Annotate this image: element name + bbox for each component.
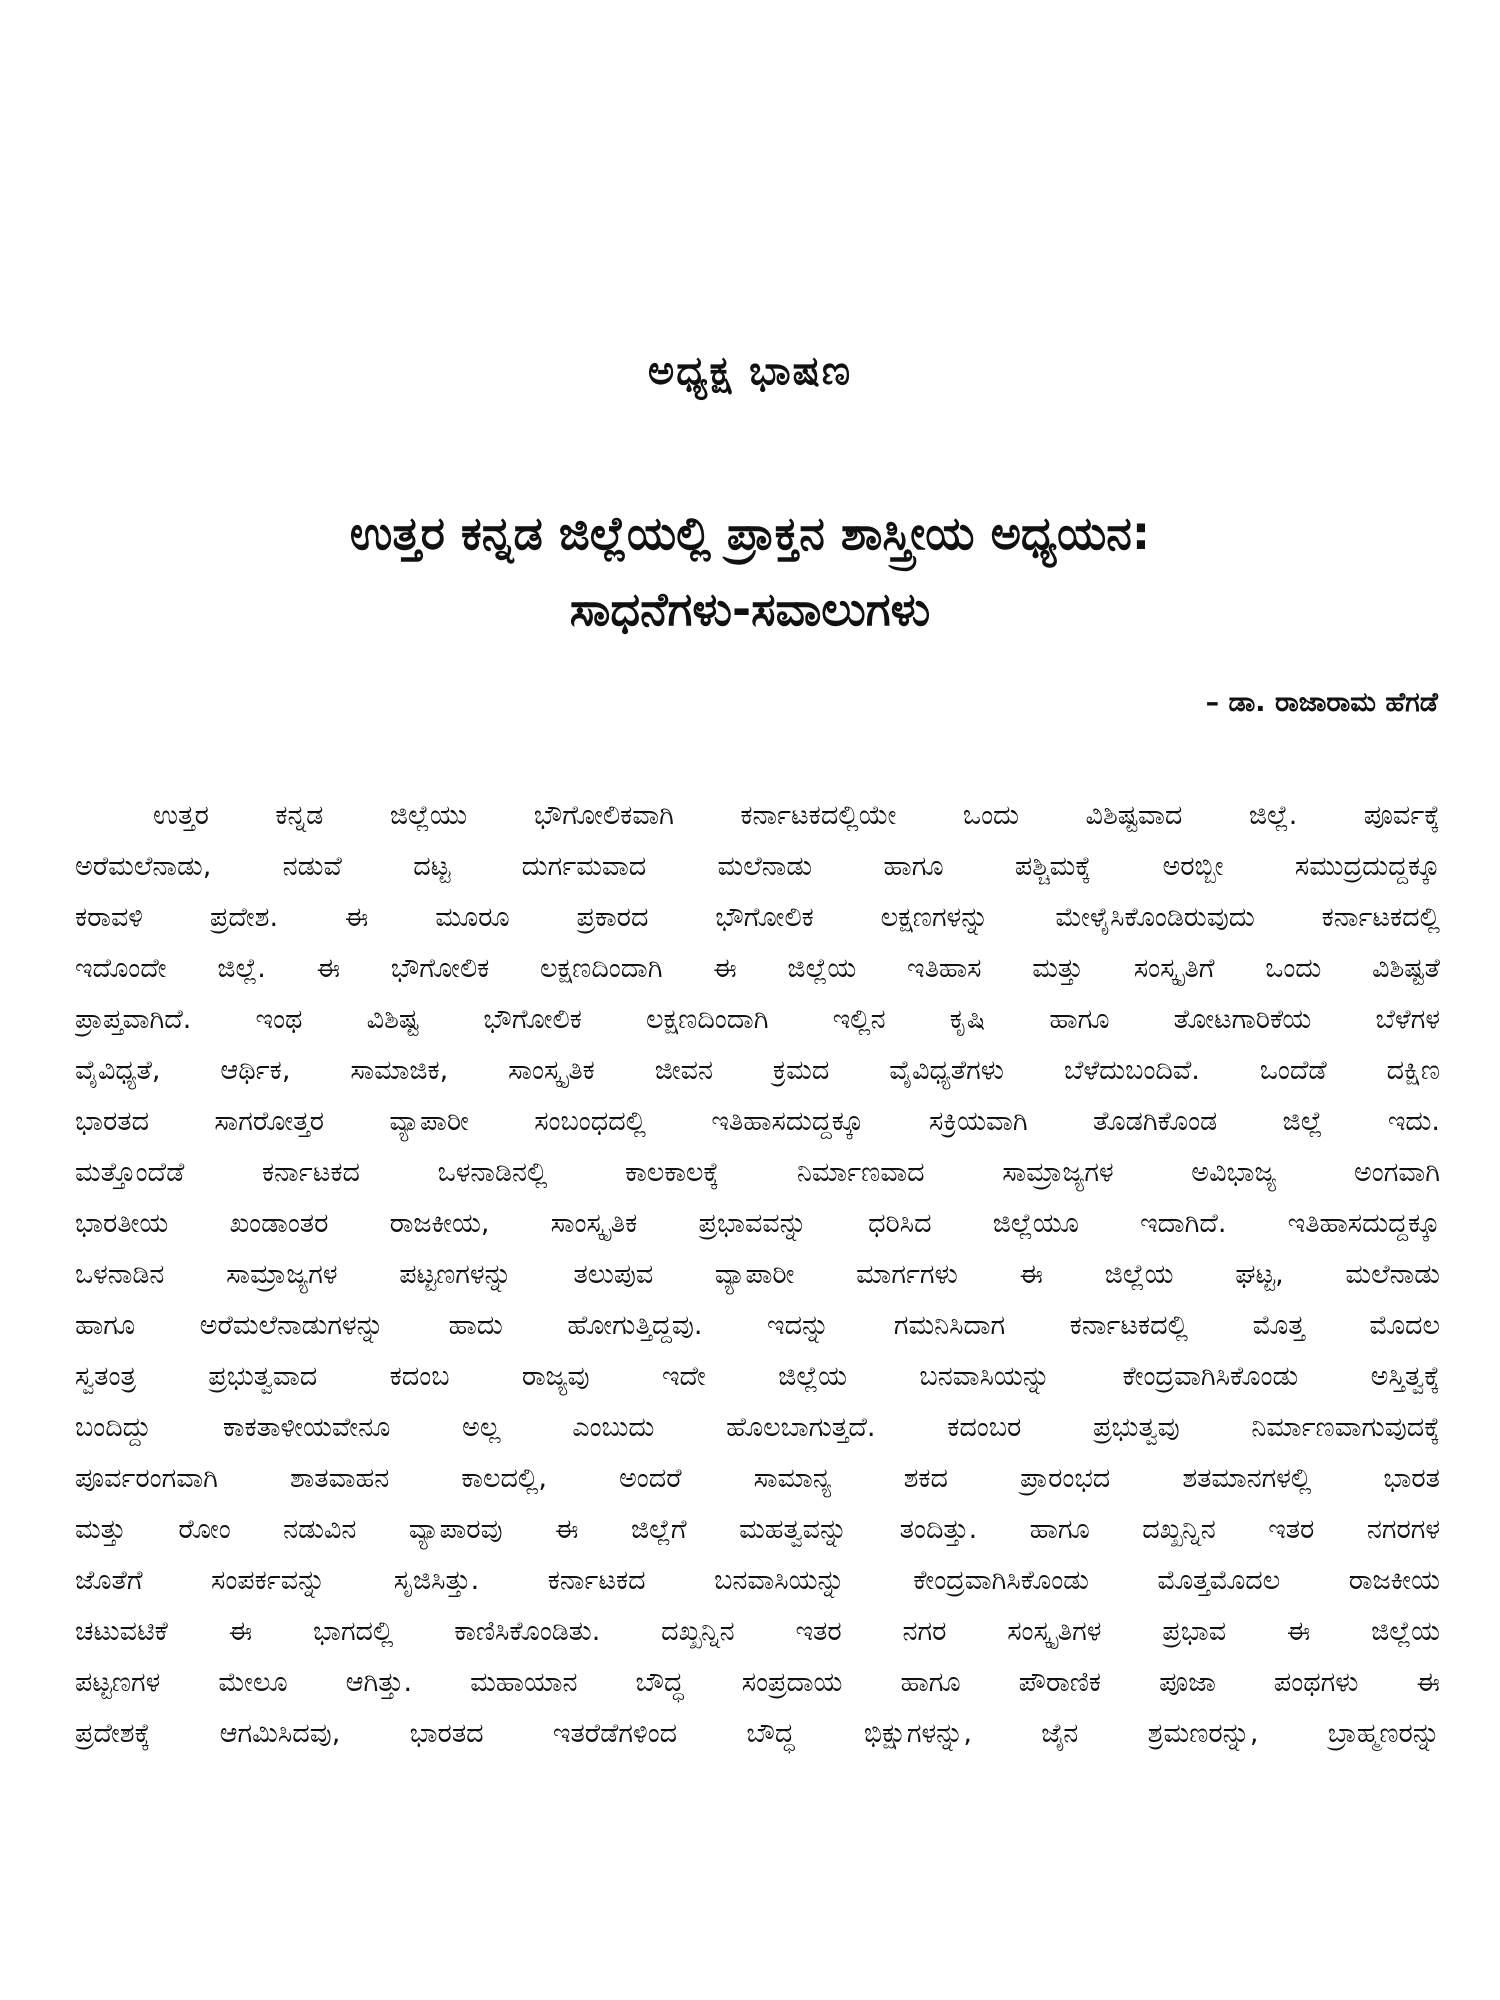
body-line: ಸ್ವತಂತ್ರ ಪ್ರಭುತ್ವವಾದ ಕದಂಬ ರಾಜ್ಯವು ಇದೇ ಜಿಲ್ಲೆಯ ಬನವಾಸಿಯನ್ನು ಕೇಂದ್ರವಾಗಿಸಿಕೊಂಡು ಅಸ್ತಿತ್ವಕ್ಕೆ <box>75 1361 1440 1392</box>
body-line: ಒಳನಾಡಿನ ಸಾಮ್ರಾಜ್ಯಗಳ ಪಟ್ಟಣಗಳನ್ನು ತಲುಪುವ ವ್ಯಾಪಾರೀ ಮಾರ್ಗಗಳು ಈ ಜಿಲ್ಲೆಯ ಘಟ್ಟ, ಮಲೆನಾಡು <box>75 1259 1440 1290</box>
title-line-2: ಸಾಧನೆಗಳು-ಸವಾಲುಗಳು <box>569 582 931 636</box>
body-line: ವೈವಿಧ್ಯತೆ, ಆರ್ಥಿಕ, ಸಾಮಾಜಿಕ, ಸಾಂಸ್ಕೃತಿಕ ಜೀವನ ಕ್ರಮದ ವೈವಿಧ್ಯತೆಗಳು ಬೆಳೆದುಬಂದಿವೆ. ಒಂದೆಡೆ ದಕ್ಷಿಣ <box>75 1055 1440 1086</box>
body-line: ಚಟುವಟಿಕೆ ಈ ಭಾಗದಲ್ಲಿ ಕಾಣಿಸಿಕೊಂಡಿತು. ದಖ್ಖನ್ನಿನ ಇತರ ನಗರ ಸಂಸ್ಕೃತಿಗಳ ಪ್ರಭಾವ ಈ ಜಿಲ್ಲೆಯ <box>75 1616 1440 1647</box>
body-line: ಪ್ರದೇಶಕ್ಕೆ ಆಗಮಿಸಿದವು, ಭಾರತದ ಇತರೆಡೆಗಳಿಂದ ಬೌದ್ಧ ಭಿಕ್ಷುಗಳನ್ನು, ಜೈನ ಶ್ರಮಣರನ್ನು, ಬ್ರಾಹ್ಮಣರನ್ನು <box>75 1718 1440 1749</box>
body-line: ಉತ್ತರ ಕನ್ನಡ ಜಿಲ್ಲೆಯು ಭೌಗೋಲಿಕವಾಗಿ ಕರ್ನಾಟಕದಲ್ಲಿಯೇ ಒಂದು ವಿಶಿಷ್ಟವಾದ ಜಿಲ್ಲೆ. ಪೂರ್ವಕ್ಕೆ <box>153 800 1440 831</box>
body-line: ಮತ್ತೊಂದೆಡೆ ಕರ್ನಾಟಕದ ಒಳನಾಡಿನಲ್ಲಿ ಕಾಲಕಾಲಕ್ಕೆ ನಿರ್ಮಾಣವಾದ ಸಾಮ್ರಾಜ್ಯಗಳ ಅವಿಭಾಜ್ಯ ಅಂಗವಾಗಿ <box>75 1157 1440 1188</box>
title-line-1: ಉತ್ತರ ಕನ್ನಡ ಜಿಲ್ಲೆಯಲ್ಲಿ ಪ್ರಾಕ್ತನ ಶಾಸ್ತ್ರೀಯ ಅಧ್ಯಯನ: <box>349 506 1151 560</box>
body-line: ಕರಾವಳಿ ಪ್ರದೇಶ. ಈ ಮೂರೂ ಪ್ರಕಾರದ ಭೌಗೋಲಿಕ ಲಕ್ಷಣಗಳನ್ನು ಮೇಳೈಸಿಕೊಂಡಿರುವುದು ಕರ್ನಾಟಕದಲ್ಲಿ <box>75 902 1440 933</box>
body-line: ಮತ್ತು ರೋಂ ನಡುವಿನ ವ್ಯಾಪಾರವು ಈ ಜಿಲ್ಲೆಗೆ ಮಹತ್ವವನ್ನು ತಂದಿತ್ತು. ಹಾಗೂ ದಖ್ಖನ್ನಿನ ಇತರ ನಗರಗಳ <box>75 1514 1440 1545</box>
body-paragraph <box>75 790 1440 1759</box>
body-line: ಬಂದಿದ್ದು ಕಾಕತಾಳೀಯವೇನೂ ಅಲ್ಲ ಎಂಬುದು ಹೊಲಬಾಗುತ್ತದೆ. ಕದಂಬರ ಪ್ರಭುತ್ವವು ನಿರ್ಮಾಣವಾಗುವುದಕ್ಕೆ <box>75 1412 1440 1443</box>
body-line: ಹಾಗೂ ಅರೆಮಲೆನಾಡುಗಳನ್ನು ಹಾದು ಹೋಗುತ್ತಿದ್ದವು. ಇದನ್ನು ಗಮನಿಸಿದಾಗ ಕರ್ನಾಟಕದಲ್ಲಿ ಮೊತ್ತ ಮೊದಲ <box>75 1310 1440 1341</box>
body-line: ಭಾರತದ ಸಾಗರೋತ್ತರ ವ್ಯಾಪಾರೀ ಸಂಬಂಧದಲ್ಲಿ ಇತಿಹಾಸದುದ್ದಕ್ಕೂ ಸಕ್ರಿಯವಾಗಿ ತೊಡಗಿಕೊಂಡ ಜಿಲ್ಲೆ ಇದು. <box>75 1106 1440 1137</box>
body-line: ಜೊತೆಗೆ ಸಂಪರ್ಕವನ್ನು ಸೃಜಿಸಿತ್ತು. ಕರ್ನಾಟಕದ ಬನವಾಸಿಯನ್ನು ಕೇಂದ್ರವಾಗಿಸಿಕೊಂಡು ಮೊತ್ತಮೊದಲ ರಾಜಕೀಯ <box>75 1565 1440 1596</box>
body-line: ಅರೆಮಲೆನಾಡು, ನಡುವೆ ದಟ್ಟ ದುರ್ಗಮವಾದ ಮಲೆನಾಡು ಹಾಗೂ ಪಶ್ಚಿಮಕ್ಕೆ ಅರಬ್ಬೀ ಸಮುದ್ರದುದ್ದಕ್ಕೂ <box>75 851 1440 882</box>
section-heading: ಅಧ್ಯಕ್ಷ ಭಾಷಣ <box>647 348 853 394</box>
body-line: ಪೂರ್ವರಂಗವಾಗಿ ಶಾತವಾಹನ ಕಾಲದಲ್ಲಿ, ಅಂದರೆ ಸಾಮಾನ್ಯ ಶಕದ ಪ್ರಾರಂಭದ ಶತಮಾನಗಳಲ್ಲಿ ಭಾರತ <box>75 1463 1440 1494</box>
article-title <box>200 495 1300 647</box>
author-byline: – ಡಾ. ರಾಜಾರಾಮ ಹೆಗಡೆ <box>1205 687 1438 718</box>
body-line: ಪಟ್ಟಣಗಳ ಮೇಲೂ ಆಗಿತ್ತು. ಮಹಾಯಾನ ಬೌದ್ಧ ಸಂಪ್ರದಾಯ ಹಾಗೂ ಪೌರಾಣಿಕ ಪೂಜಾ ಪಂಥಗಳು ಈ <box>75 1667 1440 1698</box>
body-line: ಇದೊಂದೇ ಜಿಲ್ಲೆ. ಈ ಭೌಗೋಲಿಕ ಲಕ್ಷಣದಿಂದಾಗಿ ಈ ಜಿಲ್ಲೆಯ ಇತಿಹಾಸ ಮತ್ತು ಸಂಸ್ಕೃತಿಗೆ ಒಂದು ವಿಶಿಷ್ಟತೆ <box>75 953 1440 984</box>
body-line: ಪ್ರಾಪ್ತವಾಗಿದೆ. ಇಂಥ ವಿಶಿಷ್ಟ ಭೌಗೋಲಿಕ ಲಕ್ಷಣದಿಂದಾಗಿ ಇಲ್ಲಿನ ಕೃಷಿ ಹಾಗೂ ತೋಟಗಾರಿಕೆಯ ಬೆಳೆಗಳ <box>75 1004 1440 1035</box>
body-line: ಭಾರತೀಯ ಖಂಡಾಂತರ ರಾಜಕೀಯ, ಸಾಂಸ್ಕೃತಿಕ ಪ್ರಭಾವವನ್ನು ಧರಿಸಿದ ಜಿಲ್ಲೆಯೂ ಇದಾಗಿದೆ. ಇತಿಹಾಸದುದ್ದಕ್ಕೂ <box>75 1208 1440 1239</box>
